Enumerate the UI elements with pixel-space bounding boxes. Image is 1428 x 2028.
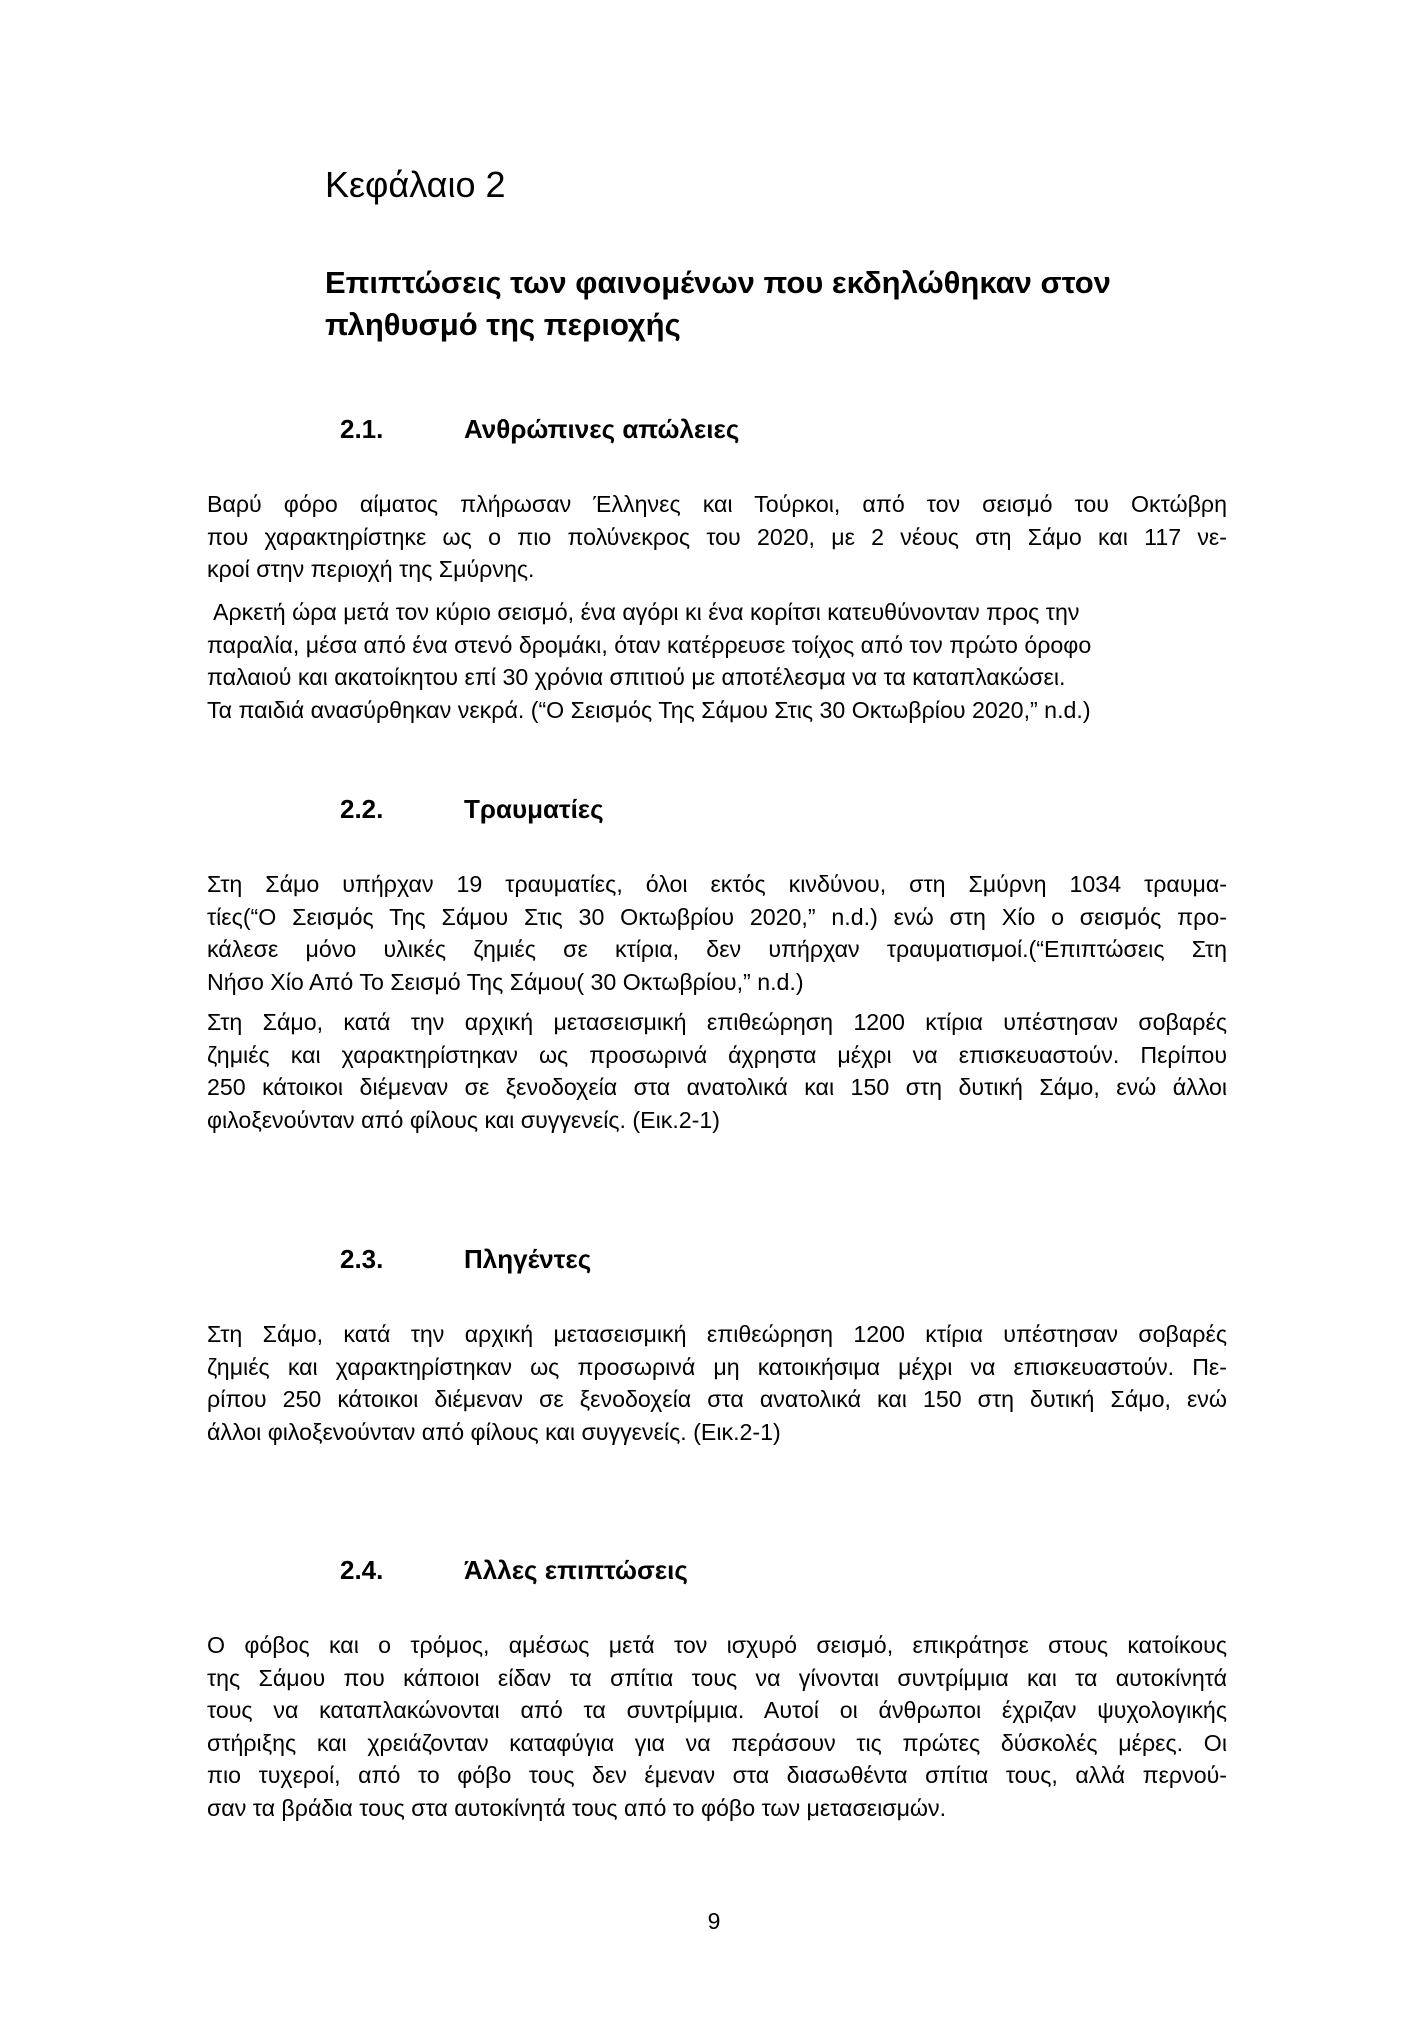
text-line: της Σάμου που κάποιοι είδαν τα σπίτια τους να γίνονται συντρίμμια και τα αυτοκίνητά xyxy=(207,1664,1227,1691)
section-heading-2-2 xyxy=(340,792,604,826)
section-heading-2-3 xyxy=(340,1242,591,1276)
paragraph xyxy=(207,868,1227,998)
chapter-subtitle xyxy=(325,262,1285,346)
text-line: παραλία, μέσα από ένα στενό δρομάκι, όταν κατέρρευσε τοίχος από τον πρώτο όροφο xyxy=(207,631,1092,658)
section-number: 2.4. xyxy=(340,1555,384,1585)
text-line: τίες(“Ο Σεισμός Της Σάμου Στις 30 Οκτωβρίου 2020,” n.d.) ενώ στη Χίο ο σεισμός προ- xyxy=(207,903,1227,930)
text-line: κροί στην περιοχή της Σμύρνης. xyxy=(207,556,535,583)
chapter-title: Κεφάλαιο 2 xyxy=(325,164,506,205)
section-heading-2-4 xyxy=(340,1553,688,1587)
paragraph xyxy=(207,1318,1227,1448)
text-line: Στη Σάμο υπήρχαν 19 τραυματίες, όλοι εκτός κινδύνου, στη Σμύρνη 1034 τραυμα- xyxy=(207,871,1227,897)
text-line: ρίπου 250 κάτοικοι διέμεναν σε ξενοδοχεία στα ανατολικά και 150 στη δυτική Σάμο, ενώ xyxy=(207,1386,1227,1413)
paragraph xyxy=(207,1629,1227,1825)
text-line: πιο τυχεροί, από το φόβο τους δεν έμεναν στα διασωθέντα σπίτια τους, αλλά περνού- xyxy=(207,1762,1227,1789)
section-number: 2.3. xyxy=(340,1244,384,1274)
text-line: φιλοξενούνταν από φίλους και συγγενείς. (Εικ.2-1) xyxy=(207,1106,721,1133)
text-line: που χαρακτηρίστηκε ως ο πιο πολύνεκρος του 2020, με 2 νέους στη Σάμο και 117 νε- xyxy=(207,523,1227,550)
text-line: 250 κάτοικοι διέμεναν σε ξενοδοχεία στα ανατολικά και 150 στη δυτική Σάμο, ενώ άλλοι xyxy=(207,1074,1227,1101)
section-title: Τραυματίες xyxy=(464,794,604,824)
text-line: Στη Σάμο, κατά την αρχική μετασεισμική επιθεώρηση 1200 κτίρια υπέστησαν σοβαρές xyxy=(207,1321,1227,1347)
text-line: στήριξης και χρειάζονταν καταφύγια για να περάσουν τις πρώτες δύσκολές μέρες. Οι xyxy=(207,1729,1227,1756)
text-line: κάλεσε μόνο υλικές ζημιές σε κτίρια, δεν υπήρχαν τραυματισμοί.(“Επιπτώσεις Στη xyxy=(207,936,1227,963)
text-line: Αρκετή ώρα μετά τον κύριο σεισμό, ένα αγόρι κι ένα κορίτσι κατευθύνονταν προς την xyxy=(213,599,1080,625)
section-title: Άλλες επιπτώσεις xyxy=(464,1555,688,1585)
text-line: παλαιού και ακατοίκητου επί 30 χρόνια σπιτιού με αποτέλεσμα να τα καταπλακώσει. xyxy=(207,664,1066,691)
text-line: Τα παιδιά ανασύρθηκαν νεκρά. (“Ο Σεισμός Της Σάμου Στις 30 Οκτωβρίου 2020,” n.d.) xyxy=(207,696,1091,723)
subtitle-line: πληθυσμό της περιοχής xyxy=(325,307,681,342)
paragraph xyxy=(207,488,1227,586)
section-number: 2.2. xyxy=(340,794,384,824)
subtitle-line: Επιπτώσεις των φαινομένων που εκδηλώθηκαν στον xyxy=(325,265,1111,300)
text-line: σαν τα βράδια τους στα αυτοκίνητά τους από το φόβο των μετασεισμών. xyxy=(207,1794,947,1821)
section-title: Πληγέντες xyxy=(464,1244,592,1274)
section-number: 2.1. xyxy=(340,414,384,444)
text-line: Βαρύ φόρο αίματος πλήρωσαν Έλληνες και Τούρκοι, από τον σεισμό του Οκτώβρη xyxy=(207,491,1227,517)
paragraph xyxy=(207,596,1227,726)
text-line: Ο φόβος και ο τρόμος, αμέσως μετά τον ισχυρό σεισμό, επικράτησε στους κατοίκους xyxy=(207,1632,1227,1658)
text-line: άλλοι φιλοξενούνταν από φίλους και συγγενείς. (Εικ.2-1) xyxy=(207,1418,781,1445)
section-heading-2-1 xyxy=(340,412,739,446)
page-number: 9 xyxy=(707,1908,721,1934)
text-line: ζημιές και χαρακτηρίστηκαν ως προσωρινά μη κατοικήσιμα μέχρι να επισκευαστούν. Πε- xyxy=(207,1353,1227,1380)
text-line: Νήσο Χίο Από Το Σεισμό Της Σάμου( 30 Οκτωβρίου,” n.d.) xyxy=(207,968,804,995)
section-title: Ανθρώπινες απώλειες xyxy=(464,414,740,444)
text-line: τους να καταπλακώνονται από τα συντρίμμια. Αυτοί οι άνθρωποι έχριζαν ψυχολογικής xyxy=(207,1697,1227,1724)
text-line: Στη Σάμο, κατά την αρχική μετασεισμική επιθεώρηση 1200 κτίρια υπέστησαν σοβαρές xyxy=(207,1009,1227,1035)
text-line: ζημιές και χαρακτηρίστηκαν ως προσωρινά άχρηστα μέχρι να επισκευαστούν. Περίπου xyxy=(207,1041,1227,1068)
paragraph xyxy=(207,1006,1227,1136)
